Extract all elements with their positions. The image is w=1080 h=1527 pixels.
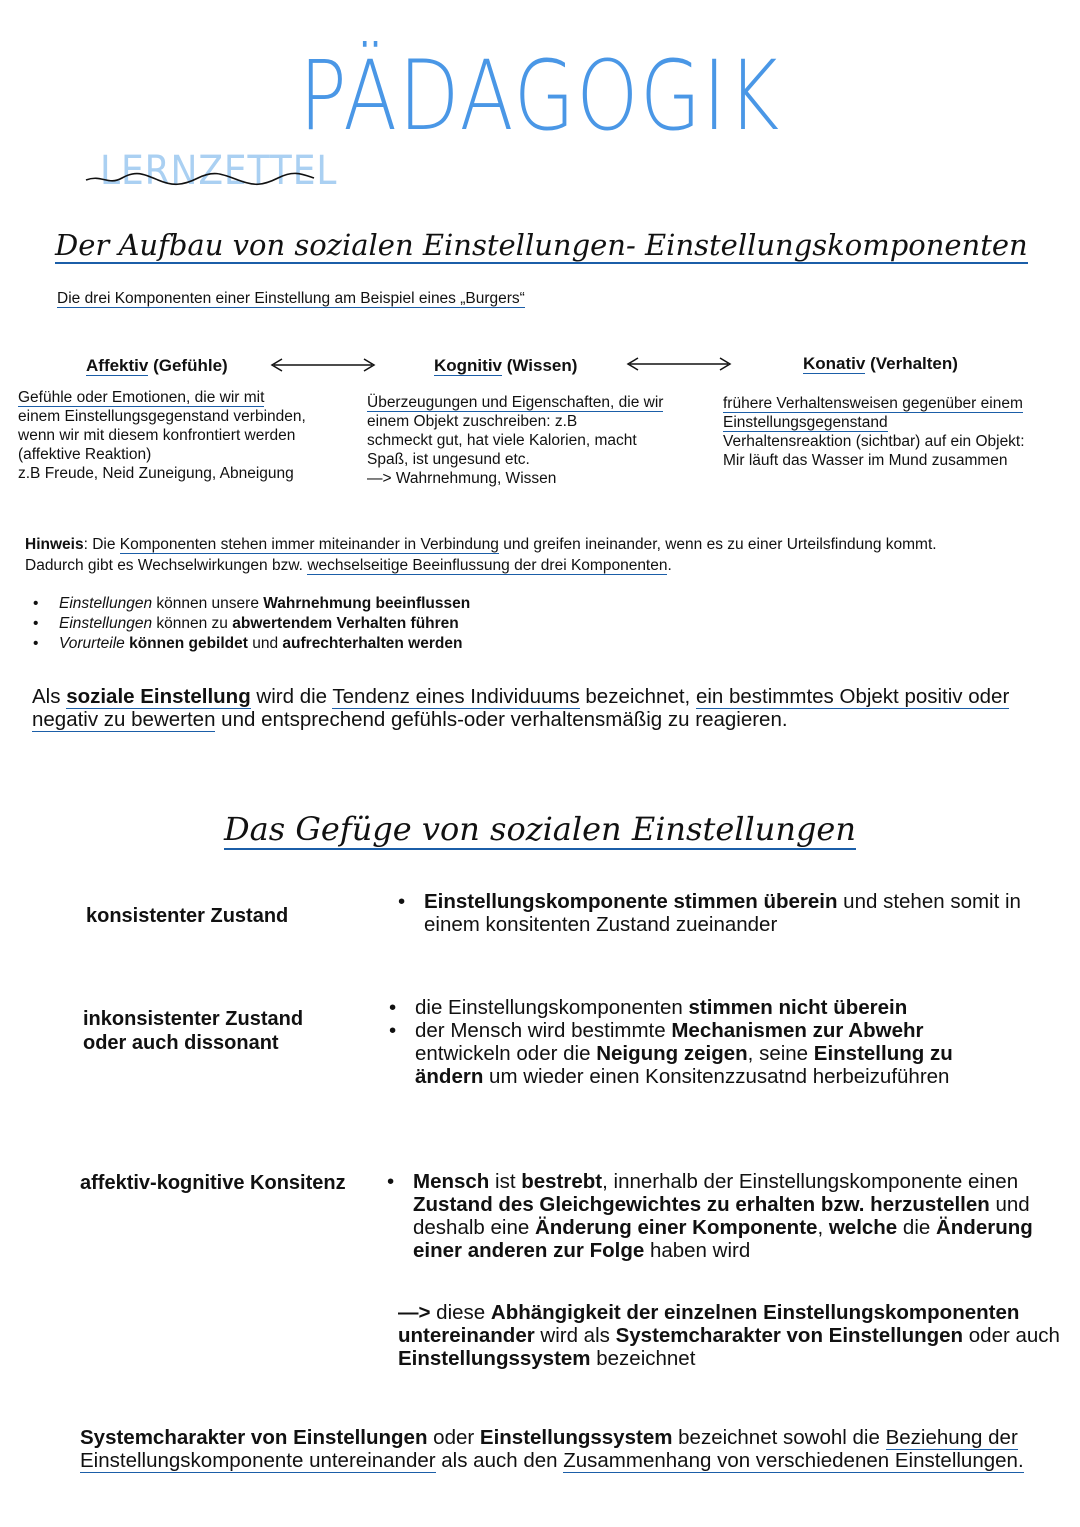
list-item: • Mensch ist bestrebt, innerhalb der Einstellungskomponente einen Zustand des Gleichgewichtes zu erhalten bzw. herzustellen und deshalb eine Änderung einer Komponente, welche die Änderung einer anderen zur Folge haben wird	[379, 1170, 1069, 1262]
list-item: • die Einstellungskomponenten stimmen nicht überein	[381, 996, 1071, 1019]
intro-text: Die drei Komponenten einer Einstellung am Beispiel eines „Burgers“	[57, 290, 525, 307]
page-subtitle: LERNZETTEL	[100, 148, 338, 194]
component-konativ-title: Konativ (Verhalten)	[803, 354, 958, 373]
component-konativ-text: frühere Verhaltensweisen gegenüber einem Einstellungsgegenstand Verhaltensreaktion (sichtbar) auf ein Objekt: Mir läuft das Wasser im Mund zusammen	[723, 395, 1025, 469]
list-item: • der Mensch wird bestimmte Mechanismen zur Abwehr entwickeln oder die Neigung zeigen, seine Einstellung zu ändern um wieder einen Konsitenzzusatnd herbeizuführen	[381, 1019, 1071, 1088]
affektiv-kognitiv-text	[379, 1170, 1069, 1262]
scribble-decoration	[82, 160, 322, 200]
double-arrow-icon	[624, 355, 734, 373]
text-line: Gefühle oder Emotionen, die wir mit	[18, 389, 265, 406]
component-kognitiv-text: Überzeugungen und Eigenschaften, die wir einem Objekt zuschreiben: z.B schmeckt gut, hat viele Kalorien, macht Spaß, ist ungesund etc. —> Wahrnehmung, Wissen	[367, 394, 664, 487]
list-item: • Einstellungen können zu abwertendem Verhalten führen	[25, 614, 725, 634]
bullet-list	[25, 594, 725, 654]
konsistent-text	[390, 890, 1070, 936]
list-item: • Einstellungen können unsere Wahrnehmung beeinflussen	[25, 594, 725, 614]
component-kognitiv-title: Kognitiv (Wissen)	[434, 356, 578, 375]
label-affektiv-kognitiv: affektiv-kognitive Konsitenz	[80, 1172, 346, 1194]
inkonsistent-text	[381, 996, 1071, 1088]
component-affektiv-text: Gefühle oder Emotionen, die wir mit einem Einstellungsgegenstand verbinden, wenn wir mit diesem konfrontiert werden (affektive Reaktion) z.B Freude, Neid Zuneigung, Abneigung	[18, 388, 358, 483]
section-heading-aufbau: Der Aufbau von sozialen Einstellungen- Einstellungskomponenten	[55, 228, 1028, 262]
system-consequence-text: —> diese Abhängigkeit der einzelnen Einstellungskomponenten untereinander wird als Systemcharakter von Einstellungen oder auch Einstellungssystem bezeichnet	[398, 1301, 1060, 1370]
page-title: PÄDAGOGIK	[299, 40, 781, 152]
label-inkonsistent: inkonsistenter Zustand oder auch dissonant	[83, 1008, 304, 1054]
component-affektiv-title: Affektiv (Gefühle)	[86, 356, 228, 375]
double-arrow-icon	[268, 356, 378, 374]
definition-paragraph: Als soziale Einstellung wird die Tendenz eines Individuums bezeichnet, ein bestimmtes Objekt positiv oder negativ zu bewerten und entsprechend gefühls-oder verhaltensmäßig zu reagieren.	[32, 685, 1010, 731]
list-item: • Vorurteile können gebildet und aufrechterhalten werden	[25, 634, 725, 654]
summary-paragraph: Systemcharakter von Einstellungen oder Einstellungssystem bezeichnet sowohl die Beziehung der Einstellungskomponente untereinander als auch den Zusammenhang von verschiedenen Einstellungen.	[80, 1426, 1024, 1472]
section-heading-gefuege: Das Gefüge von sozialen Einstellungen	[224, 810, 856, 848]
hint-paragraph: Hinweis: Die Komponenten stehen immer miteinander in Verbindung und greifen ineinander, wenn es zu einer Urteilsfindung kommt. Dadurch gibt es Wechselwirkungen bzw. wechselseitige Beeinflussung der drei Komponenten.	[25, 536, 937, 574]
list-item: • Einstellungskomponente stimmen überein und stehen somit in einem konsitenten Zustand zueinander	[390, 890, 1070, 936]
label-konsistent: konsistenter Zustand	[86, 905, 289, 927]
